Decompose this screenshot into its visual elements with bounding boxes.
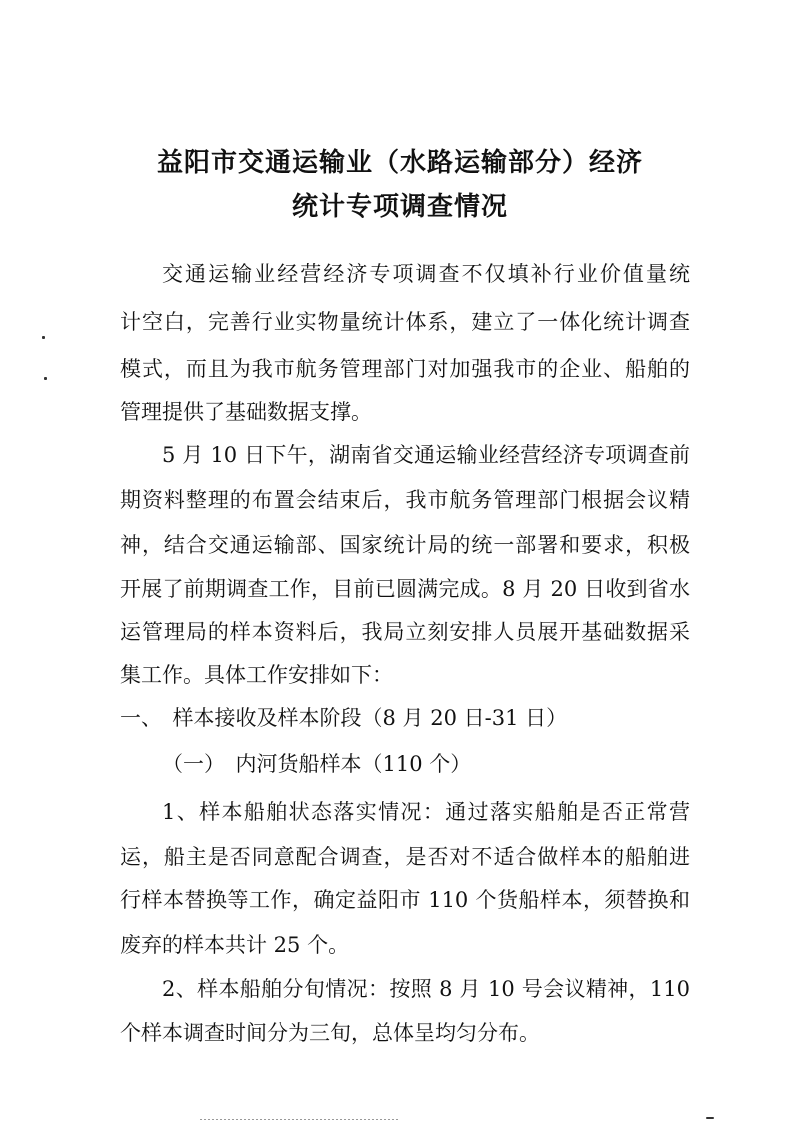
paragraph-1-line-2: 计空白，完善行业实物量统计体系，建立了一体化统计调查 bbox=[120, 310, 690, 334]
scan-speck bbox=[706, 1117, 714, 1119]
scan-edge-mark bbox=[200, 1119, 400, 1120]
paragraph-1-line-4: 管理提供了基础数据支撑。 bbox=[120, 400, 372, 424]
paragraph-2-line-1: 5 月 10 日下午，湖南省交通运输业经营经济专项调查前 bbox=[162, 443, 690, 467]
paragraph-2-line-4: 开展了前期调查工作，目前已圆满完成。8 月 20 日收到省水 bbox=[120, 577, 690, 601]
document-title-line-2: 统计专项调查情况 bbox=[291, 192, 508, 222]
scan-speck bbox=[44, 377, 47, 380]
paragraph-2-line-3: 神，结合交通运输部、国家统计局的统一部署和要求，积极 bbox=[120, 533, 690, 557]
item-2-line-1: 2、样本船舶分旬情况：按照 8 月 10 号会议精神，110 bbox=[162, 977, 690, 1001]
item-2-line-2: 个样本调查时间分为三旬，总体呈均匀分布。 bbox=[120, 1021, 540, 1045]
paragraph-2-line-5: 运管理局的样本资料后，我局立刻安排人员展开基础数据采 bbox=[120, 620, 690, 644]
paragraph-2-line-6: 集工作。具体工作安排如下： bbox=[120, 663, 393, 687]
section-heading-1: 一、 样本接收及样本阶段（8 月 20 日-31 日） bbox=[120, 706, 568, 730]
scan-speck bbox=[42, 336, 45, 339]
document-title-line-1: 益阳市交通运输业（水路运输部分）经济 bbox=[156, 148, 643, 178]
paragraph-2-line-2: 期资料整理的布置会结束后，我市航务管理部门根据会议精 bbox=[120, 488, 690, 512]
item-1-line-1: 1、样本船舶状态落实情况：通过落实船舶是否正常营 bbox=[162, 800, 690, 824]
item-1-line-2: 运，船主是否同意配合调查，是否对不适合做样本的船舶进 bbox=[120, 845, 690, 869]
paragraph-1-line-3: 模式，而且为我市航务管理部门对加强我市的企业、船舶的 bbox=[120, 357, 690, 381]
item-1-line-3: 行样本替换等工作，确定益阳市 110 个货船样本，须替换和 bbox=[120, 888, 690, 912]
paragraph-1-line-1: 交通运输业经营经济专项调查不仅填补行业价值量统 bbox=[162, 262, 690, 286]
subsection-heading-1: （一） 内河货船样本（110 个） bbox=[162, 752, 472, 776]
item-1-line-4: 废弃的样本共计 25 个。 bbox=[120, 933, 350, 957]
